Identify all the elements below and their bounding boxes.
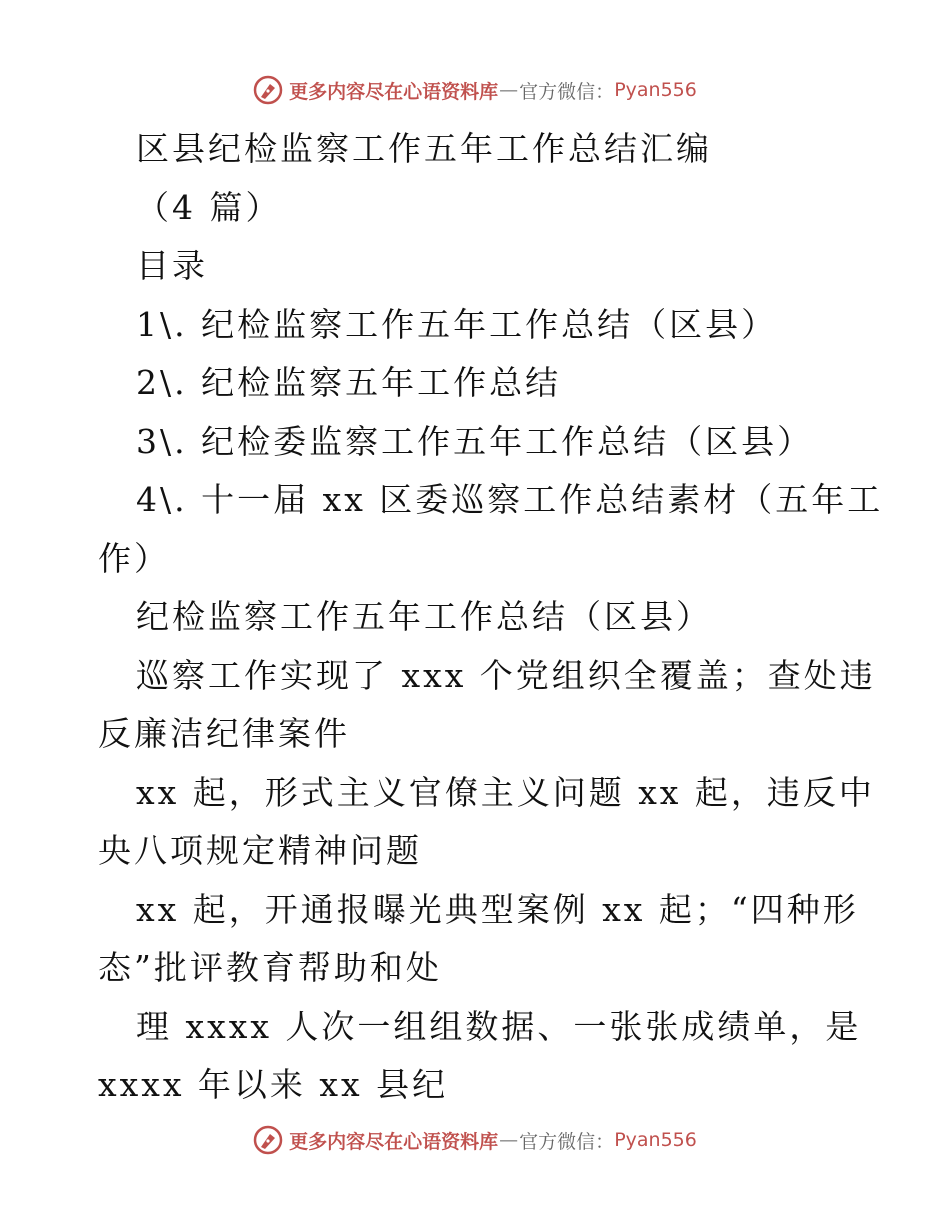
pen-nib-logo-icon bbox=[253, 75, 283, 105]
document-title-count: （4 篇） bbox=[136, 187, 282, 227]
paragraph-line: 央八项规定精神问题 bbox=[98, 831, 422, 870]
footer-watermark-banner bbox=[0, 1120, 950, 1160]
paragraph-line: 巡察工作实现了 xxx 个党组织全覆盖；查处违 bbox=[136, 655, 876, 695]
toc-item-3: 3\. 纪检委监察工作五年工作总结（区县） bbox=[136, 421, 814, 461]
toc-item-1: 1\. 纪检监察工作五年工作总结（区县） bbox=[136, 304, 778, 344]
document-title: 区县纪检监察工作五年工作总结汇编 bbox=[136, 129, 712, 168]
banner-wechat-label: 官方微信： bbox=[519, 80, 615, 103]
document-body bbox=[98, 120, 884, 1115]
banner-brand-text: 更多内容尽在心语资料库 bbox=[289, 80, 499, 103]
paragraph-line: xx 起，形式主义官僚主义问题 xx 起，违反中 bbox=[136, 772, 875, 812]
header-watermark-banner bbox=[0, 70, 950, 110]
paragraph-line: xxxx 年以来 xx 县纪 bbox=[98, 1065, 449, 1104]
toc-item-2: 2\. 纪检监察五年工作总结 bbox=[136, 363, 562, 402]
paragraph-line: 理 xxxx 人次一组组数据、一张张成绩单，是 bbox=[136, 1006, 862, 1046]
toc-item-4-continued: 作） bbox=[98, 538, 170, 578]
toc-item-4: 4\. 十一届 xx 区委巡察工作总结素材（五年工 bbox=[136, 480, 884, 519]
toc-heading: 目录 bbox=[136, 246, 208, 285]
paragraph-line: 反廉洁纪律案件 bbox=[98, 714, 350, 753]
banner-wechat-label: 官方微信： bbox=[519, 1130, 615, 1153]
banner-brand-text: 更多内容尽在心语资料库 bbox=[289, 1130, 499, 1153]
banner-dash: — bbox=[499, 1129, 519, 1151]
banner-dash: — bbox=[499, 79, 519, 101]
banner-wechat-id: Pyan556 bbox=[614, 79, 697, 101]
section-heading: 纪检监察工作五年工作总结（区县） bbox=[136, 597, 712, 636]
pen-nib-logo-icon bbox=[253, 1125, 283, 1155]
paragraph-line: 态”批评教育帮助和处 bbox=[98, 948, 442, 987]
paragraph-line: xx 起，开通报曝光典型案例 xx 起；“四种形 bbox=[136, 889, 859, 929]
banner-wechat-id: Pyan556 bbox=[614, 1129, 697, 1151]
